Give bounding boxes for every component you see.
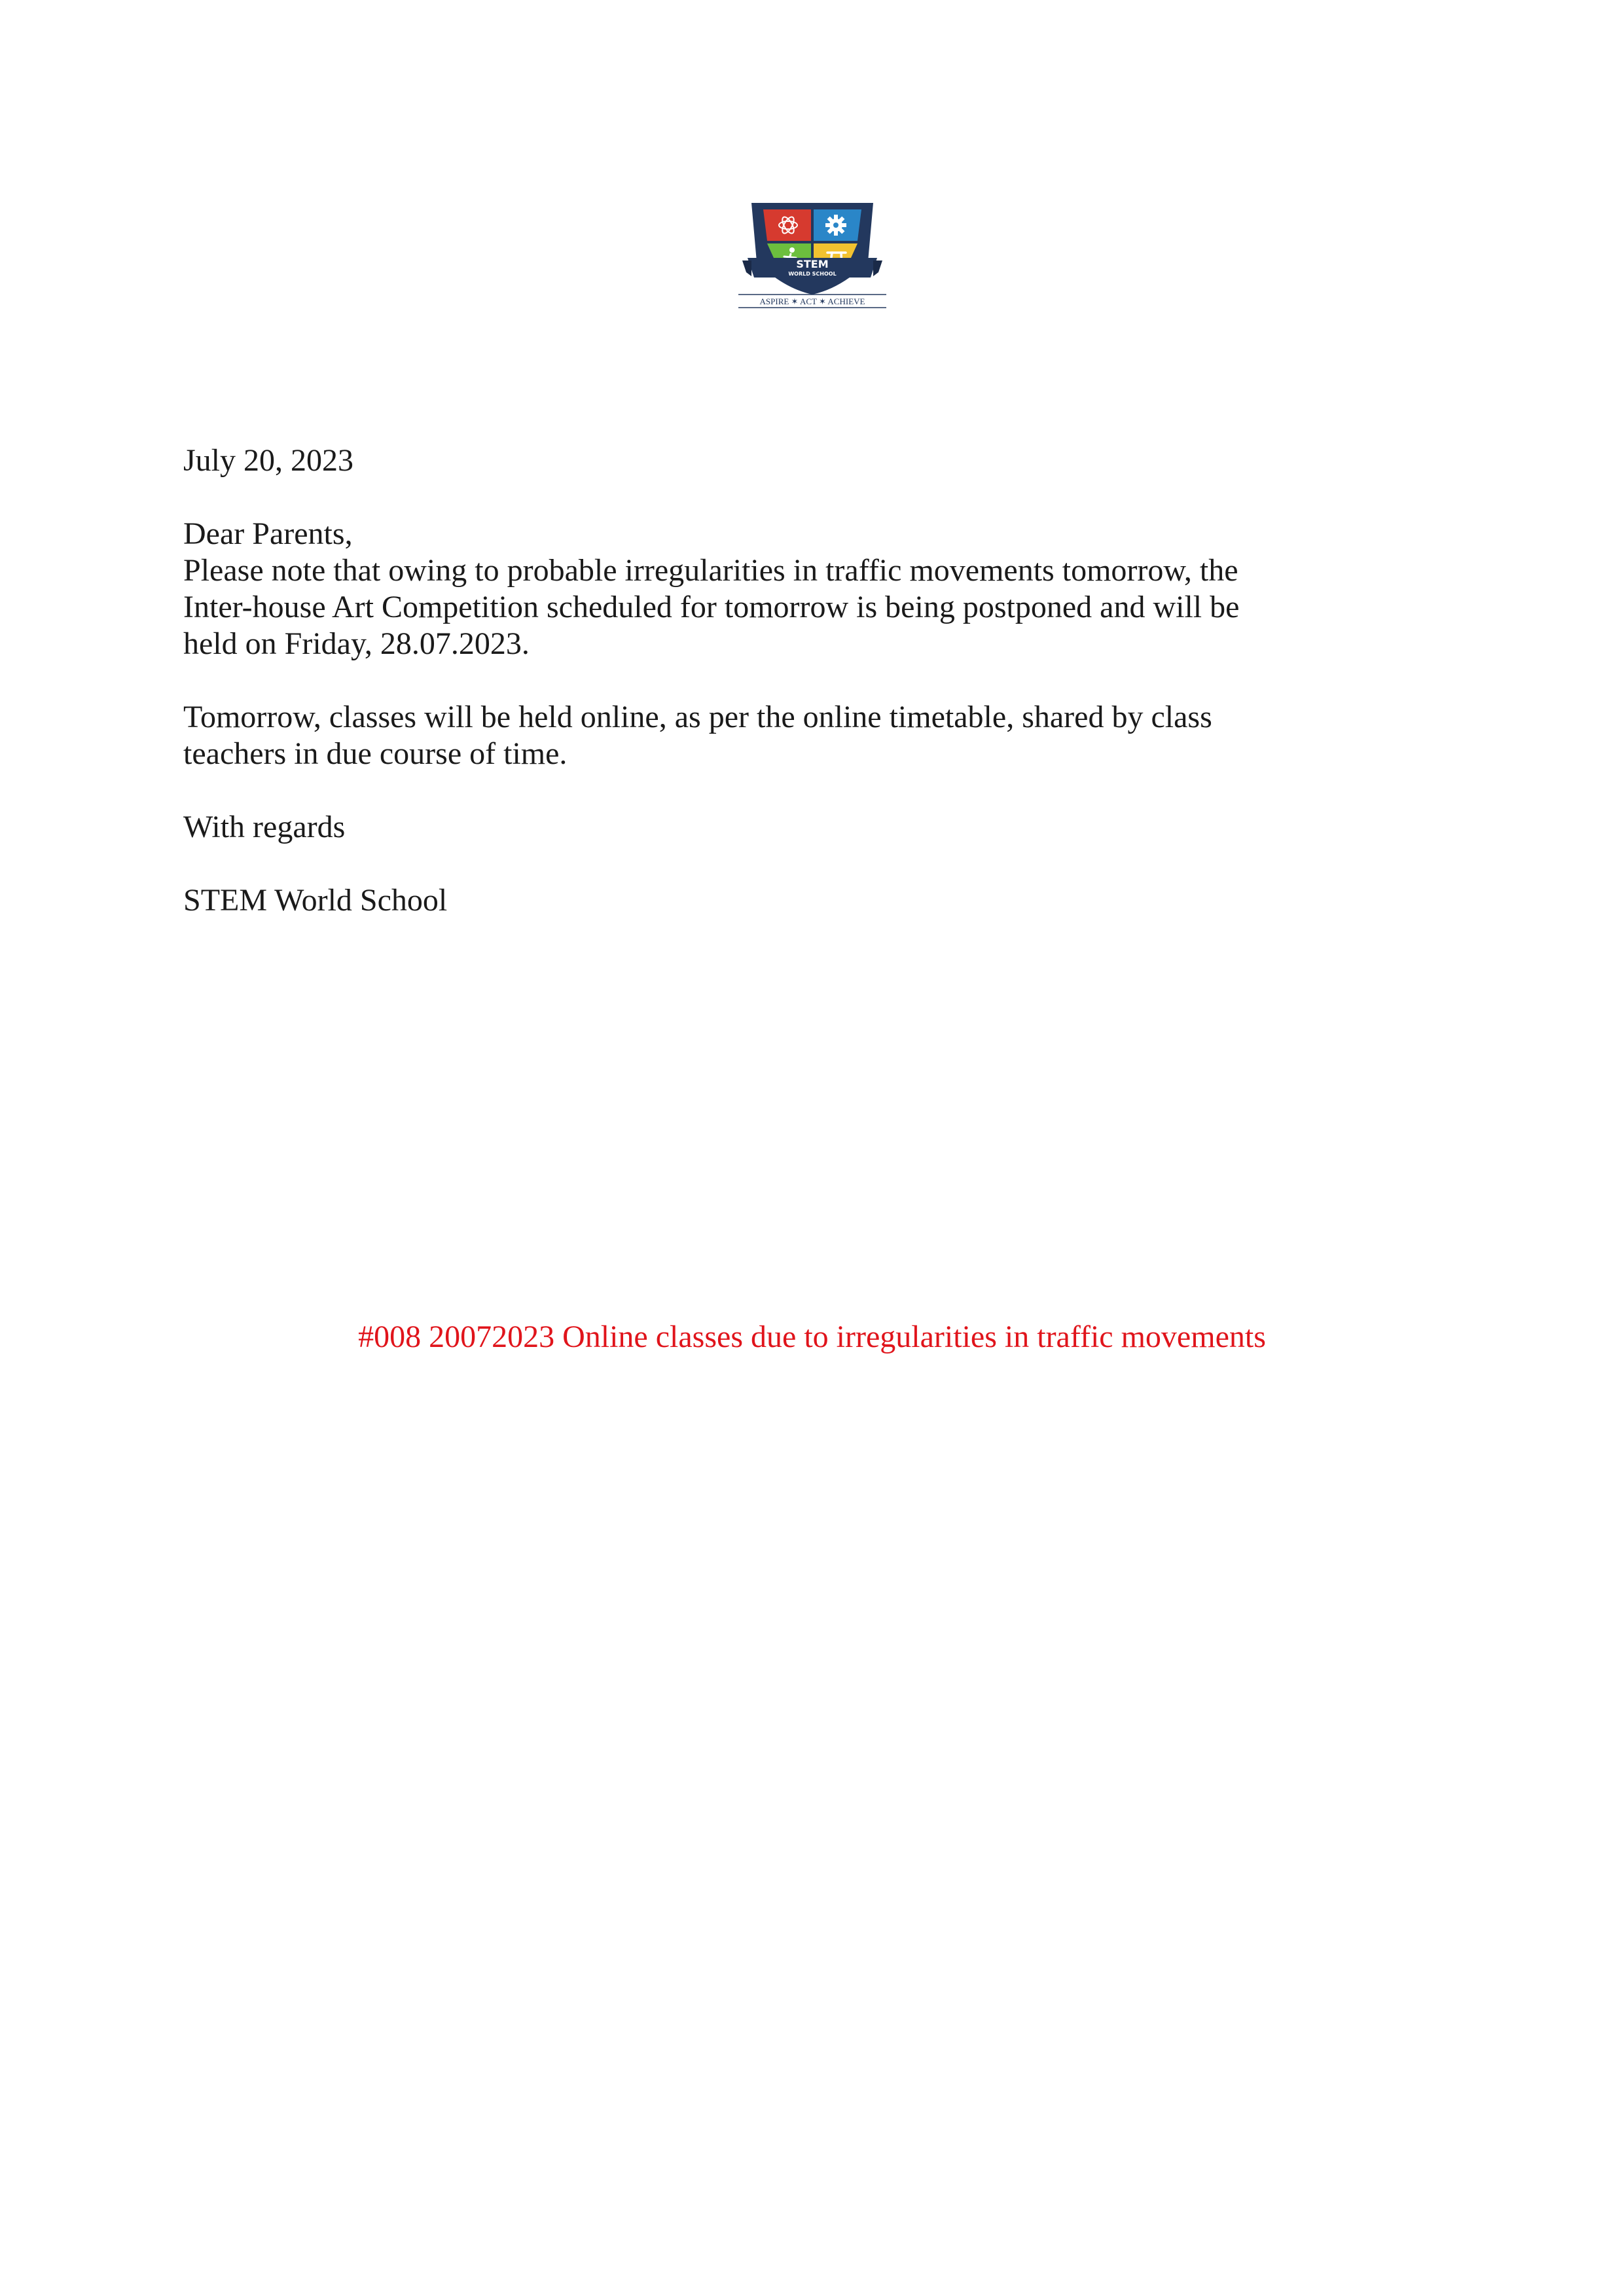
paragraph1-line2: Inter-house Art Competition scheduled for tomorrow is being postponed and will be: [183, 590, 1240, 624]
gear-icon: [825, 215, 846, 236]
paragraph-spacer: [183, 846, 1466, 882]
logo-name: STEM: [796, 258, 829, 270]
letter-body: [183, 442, 1466, 919]
paragraph1-line1: Please note that owing to probable irregularities in traffic movements tomorrow, the: [183, 553, 1238, 588]
logo-subname: WORLD SCHOOL: [788, 271, 837, 277]
closing: With regards: [183, 810, 346, 844]
letter-date: July 20, 2023: [183, 443, 354, 478]
salutation: Dear Parents,: [183, 516, 353, 551]
signature: STEM World School: [183, 883, 448, 918]
school-logo: [737, 190, 888, 309]
paragraph-spacer: [183, 772, 1466, 809]
paragraph-spacer: [183, 662, 1466, 699]
paragraph2-line2: teachers in due course of time.: [183, 736, 568, 771]
stem-world-school-crest: [737, 190, 888, 309]
reference-line: #008 20072023 Online classes due to irregularities in traffic movements: [358, 1319, 1266, 1354]
paragraph1-line3: held on Friday, 28.07.2023.: [183, 626, 530, 661]
paragraph2-line1: Tomorrow, classes will be held online, as per the online timetable, shared by class: [183, 700, 1212, 734]
logo-motto: ASPIRE ✶ ACT ✶ ACHIEVE: [759, 296, 865, 306]
